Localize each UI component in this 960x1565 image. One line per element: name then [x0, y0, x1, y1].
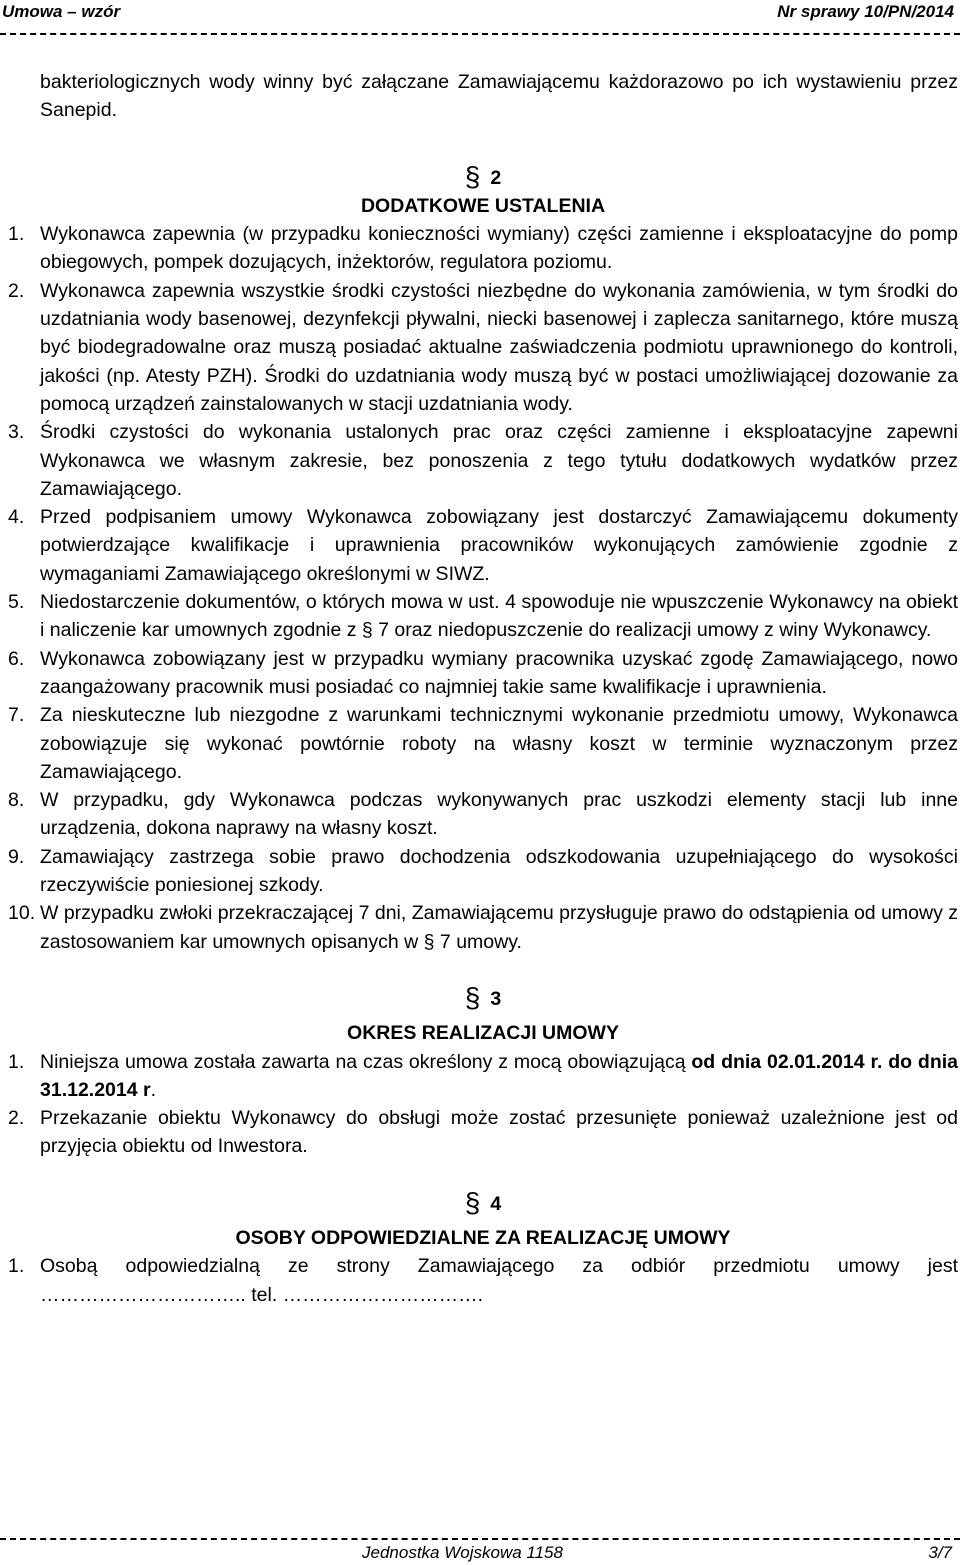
footer-unit-name: Jednostka Wojskowa 1158 [362, 1543, 563, 1562]
item-text: W przypadku, gdy Wykonawca podczas wykonywanych prac uszkodzi elementy stacji lub inne urządzenia, dokona naprawy na własny koszt. [40, 789, 958, 840]
list-item [8, 220, 958, 277]
section-2-heading-number [8, 125, 958, 192]
list-item [8, 645, 958, 702]
section-3-heading-number [8, 956, 958, 1013]
section-3-title: OKRES REALIZACJI UMOWY [347, 1022, 619, 1045]
item-text: Wykonawca zapewnia wszystkie środki czystości niezbędne do wykonania zamówienia, w tym środki do uzdatniania wody basenowej, dezynfekcji pływalni, niecki basenowej i zaplecza sanitarnego, które muszą być biodegradowalne oraz muszą posiadać aktualne zaświadczenia podmiotu uprawnionego do kontroli, jakości (np. Atesty PZH). Środki do uzdatniania wody muszą być w postaci umożliwiającej dozowanie za pomocą urządzeń zainstalowanych w stacji uzdatniania wody. [40, 279, 958, 415]
item-number: 2. [8, 279, 25, 302]
header-divider [0, 33, 960, 35]
item-number: 8. [8, 789, 25, 812]
item-number: 5. [8, 591, 25, 614]
list-item [8, 786, 958, 843]
list-item [8, 503, 958, 588]
section-number: 2 [490, 166, 502, 189]
item-text: Niedostarczenie dokumentów, o których mowa w ust. 4 spowoduje nie wpuszczenie Wykonawcy na obiekt i naliczenie kar umownych zgodnie z § 7 oraz niedopuszczenie do realizacji umowy z winy Wykonawcy. [40, 591, 958, 642]
item-tail: . [150, 1078, 157, 1101]
section-3-list [8, 1048, 958, 1161]
item-number: 7. [8, 704, 25, 727]
item-number: 10. [8, 902, 36, 925]
item-text: Wykonawca zobowiązany jest w przypadku wymiany pracownika uzyskać zgodę Zamawiającego, nowo zaangażowany pracownik musi posiadać co najmniej takie same kwalifikacje i uprawnienia. [40, 647, 958, 698]
item-text: Środki czystości do wykonania ustalonych prac oraz części zamienne i eksploatacyjne zapewni Wykonawca we własnym zakresie, bez ponoszenia z tego tytułu dodatkowych wydatków przez Zamawiającego. [40, 421, 958, 500]
list-item [8, 418, 958, 503]
item-number: 1. [8, 1255, 25, 1278]
item-number: 9. [8, 845, 25, 868]
item-text: Niniejsza umowa została zawarta na czas określony z mocą obowiązującą [40, 1050, 692, 1073]
section-number: 3 [490, 987, 502, 1010]
list-item [8, 1252, 958, 1309]
section-4-list [8, 1252, 958, 1309]
item-text: Zamawiający zastrzega sobie prawo dochodzenia odszkodowania uzupełniającego do wysokości rzeczywiście poniesionej szkody. [40, 845, 958, 897]
item-number: 1. [8, 223, 25, 246]
section-2-title: DODATKOWE USTALENIA [360, 194, 606, 217]
list-item [8, 588, 958, 645]
header-doc-title: Umowa – wzór [2, 2, 121, 21]
section-2-list [8, 220, 958, 956]
paragraph-symbol: § [464, 160, 481, 192]
item-number: 2. [8, 1107, 25, 1130]
item-text: Za nieskuteczne lub niezgodne z warunkami technicznymi wykonanie przedmiotu umowy, Wykonawca zobowiązuje się wykonać powtórnie roboty na własny koszt w terminie wyznaczonym przez Zamawiającego. [40, 704, 958, 783]
section-4-title: OSOBY ODPOWIEDZIALNE ZA REALIZACJĘ UMOWY [235, 1226, 731, 1249]
list-item [8, 277, 958, 418]
header-case-number: Nr sprawy 10/PN/2014 [777, 2, 954, 21]
item-number: 1. [8, 1050, 25, 1073]
list-item [8, 1104, 958, 1161]
item-text: Osobą odpowiedzialną ze strony Zamawiającego za odbiór przedmiotu umowy jest ………………………….. tel. …………………………. [40, 1255, 958, 1306]
document-body [8, 68, 958, 1309]
item-number: 3. [8, 421, 25, 444]
paragraph-symbol: § [464, 981, 481, 1013]
item-text: W przypadku zwłoki przekraczającej 7 dni, Zamawiającemu przysługuje prawo do odstąpienia od umowy z zastosowaniem kar umownych opisanych w § 7 umowy. [40, 902, 959, 953]
item-number: 6. [8, 647, 25, 670]
list-item [8, 899, 958, 956]
item-dates: od dnia 02.01.2014 r. do dnia 31.12.2014 r [40, 1050, 958, 1101]
page-number: 3/7 [928, 1543, 952, 1562]
section-4-heading-number [8, 1161, 958, 1218]
footer-divider [0, 1538, 960, 1540]
item-text: Przekazanie obiektu Wykonawcy do obsługi może zostać przesunięte ponieważ uzależnione jest od przyjęcia obiektu od Inwestora. [40, 1107, 958, 1158]
item-text: Wykonawca zapewnia (w przypadku konieczności wymiany) części zamienne i eksploatacyjne do pomp obiegowych, pompek dozujących, inżektorów, regulatora poziomu. [40, 223, 958, 274]
item-text: Przed podpisaniem umowy Wykonawca zobowiązany jest dostarczyć Zamawiającemu dokumenty potwierdzające kwalifikacje i uprawnienia pracowników wykonujących zamówienie zgodnie z wymaganiami Zamawiającego określonymi w SIWZ. [40, 506, 958, 585]
item-number: 4. [8, 506, 25, 529]
section-number: 4 [490, 1192, 502, 1215]
intro-paragraph: bakteriologicznych wody winny być załączane Zamawiającemu każdorazowo po ich wystawieniu przez Sanepid. [40, 71, 958, 122]
list-item [8, 843, 958, 900]
list-item [8, 1048, 958, 1105]
list-item [8, 701, 958, 786]
paragraph-symbol: § [464, 1186, 481, 1218]
